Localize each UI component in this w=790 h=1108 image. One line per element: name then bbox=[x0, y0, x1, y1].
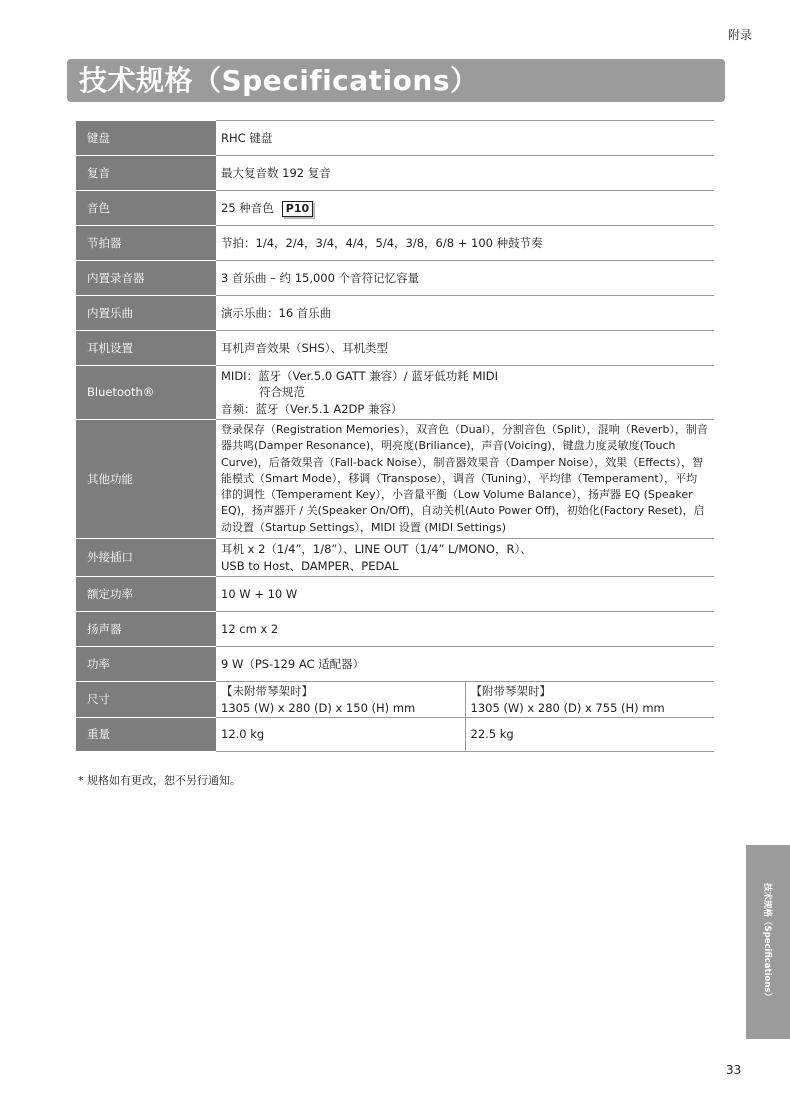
bluetooth-midi-compliance: 符合规范 bbox=[259, 385, 305, 400]
spec-value: 耳机声音效果（SHS）、耳机类型 bbox=[216, 331, 714, 366]
spec-label: 音色 bbox=[76, 191, 216, 226]
spec-row-voices bbox=[76, 191, 714, 226]
spec-label: 节拍器 bbox=[76, 226, 216, 261]
spec-value: 登录保存（Registration Memories），双音色（Dual），分割音色（Split），混响（Reverb），制音器共鸣(Damper Resonance)，明亮度(Briliance)，声音(Voicing)，键盘力度灵敏度(Touch Curve)，后备效果音（Fall-back Noise），制音器效果音（Damper Noise），效果（Effects），智能模式（Smart Mode），移调（Transpose），调音（Tuning），平均律（Temperament），平均律的调性（Temperament Key），小音量平衡（Low Volume Balance），扬声器 EQ (Speaker EQ)，扬声器开 / 关(Speaker On/Off)，自动关机(Auto Power Off)，初始化(Factory Reset)，启动设置（Startup Settings），MIDI 设置 (MIDI Settings) bbox=[216, 420, 714, 539]
side-tab bbox=[746, 845, 790, 1039]
spec-row-polyphony bbox=[76, 156, 714, 191]
spec-label: 尺寸 bbox=[76, 682, 216, 718]
spec-table bbox=[76, 120, 714, 752]
spec-value: 最大复音数 192 复音 bbox=[216, 156, 714, 191]
spec-row-speakers bbox=[76, 612, 714, 647]
bluetooth-midi-line: MIDI：蓝牙（Ver.5.0 GATT 兼容）/ 蓝牙低功耗 MIDI bbox=[221, 368, 499, 383]
spec-label: Bluetooth® bbox=[76, 366, 216, 420]
spec-value-text: 25 种音色 bbox=[221, 200, 274, 215]
spec-value bbox=[216, 191, 714, 226]
spec-row-dimensions bbox=[76, 682, 714, 718]
spec-label: 复音 bbox=[76, 156, 216, 191]
spec-value: RHC 键盘 bbox=[216, 121, 714, 156]
section-label: 附录 bbox=[727, 28, 752, 42]
with-stand-dimensions: 1305 (W) x 280 (D) x 755 (H) mm bbox=[470, 700, 665, 715]
spec-value: 12 cm x 2 bbox=[216, 612, 714, 647]
side-tab-label: 技术规格（Specifications） bbox=[762, 883, 772, 1001]
spec-row-jacks bbox=[76, 539, 714, 577]
title-bar bbox=[67, 59, 725, 102]
jacks-line-1: 耳机 x 2（1/4”，1/8”）、LINE OUT（1/4” L/MONO，R）、 bbox=[221, 542, 532, 556]
spec-value bbox=[216, 539, 714, 577]
spec-row-songs bbox=[76, 296, 714, 331]
jacks-line-2: USB to Host、DAMPER、PEDAL bbox=[221, 558, 399, 573]
spec-row-keyboard bbox=[76, 121, 714, 156]
spec-value: 3 首乐曲 – 约 15,000 个音符记忆容量 bbox=[216, 261, 714, 296]
spec-value-without-stand bbox=[216, 682, 465, 718]
weight-without-stand: 12.0 kg bbox=[216, 718, 465, 752]
spec-label: 键盘 bbox=[76, 121, 216, 156]
spec-value: 演示乐曲：16 首乐曲 bbox=[216, 296, 714, 331]
spec-label: 内置录音器 bbox=[76, 261, 216, 296]
spec-label: 额定功率 bbox=[76, 577, 216, 612]
bluetooth-audio-line: 音频：蓝牙（Ver.5.1 A2DP 兼容） bbox=[221, 401, 403, 416]
without-stand-heading: 【未附带琴架时】 bbox=[221, 684, 313, 698]
spec-value: 10 W + 10 W bbox=[216, 577, 714, 612]
spec-row-output bbox=[76, 577, 714, 612]
spec-label: 耳机设置 bbox=[76, 331, 216, 366]
footnote: * 规格如有更改，恕不另行通知。 bbox=[78, 774, 241, 787]
spec-value: 节拍：1/4，2/4，3/4，4/4，5/4，3/8，6/8 + 100 种鼓节奏 bbox=[216, 226, 714, 261]
spec-value: 9 W（PS-129 AC 适配器） bbox=[216, 647, 714, 682]
without-stand-dimensions: 1305 (W) x 280 (D) x 150 (H) mm bbox=[221, 700, 416, 715]
spec-label: 其他功能 bbox=[76, 420, 216, 539]
spec-label: 重量 bbox=[76, 718, 216, 752]
spec-label: 扬声器 bbox=[76, 612, 216, 647]
weight-with-stand: 22.5 kg bbox=[465, 718, 714, 752]
with-stand-heading: 【附带琴架时】 bbox=[470, 684, 551, 698]
spec-row-weight bbox=[76, 718, 714, 752]
spec-row-headphones bbox=[76, 331, 714, 366]
spec-row-other-functions bbox=[76, 420, 714, 539]
spec-row-recorder bbox=[76, 261, 714, 296]
spec-row-power bbox=[76, 647, 714, 682]
spec-row-metronome bbox=[76, 226, 714, 261]
page-reference-badge: P10 bbox=[282, 201, 313, 217]
spec-label: 内置乐曲 bbox=[76, 296, 216, 331]
spec-value-with-stand bbox=[465, 682, 714, 718]
page-number: 33 bbox=[726, 1063, 742, 1077]
spec-value bbox=[216, 366, 714, 420]
page-title: 技术规格（Specifications） bbox=[79, 63, 479, 97]
spec-label: 功率 bbox=[76, 647, 216, 682]
spec-row-bluetooth bbox=[76, 366, 714, 420]
spec-label: 外接插口 bbox=[76, 539, 216, 577]
